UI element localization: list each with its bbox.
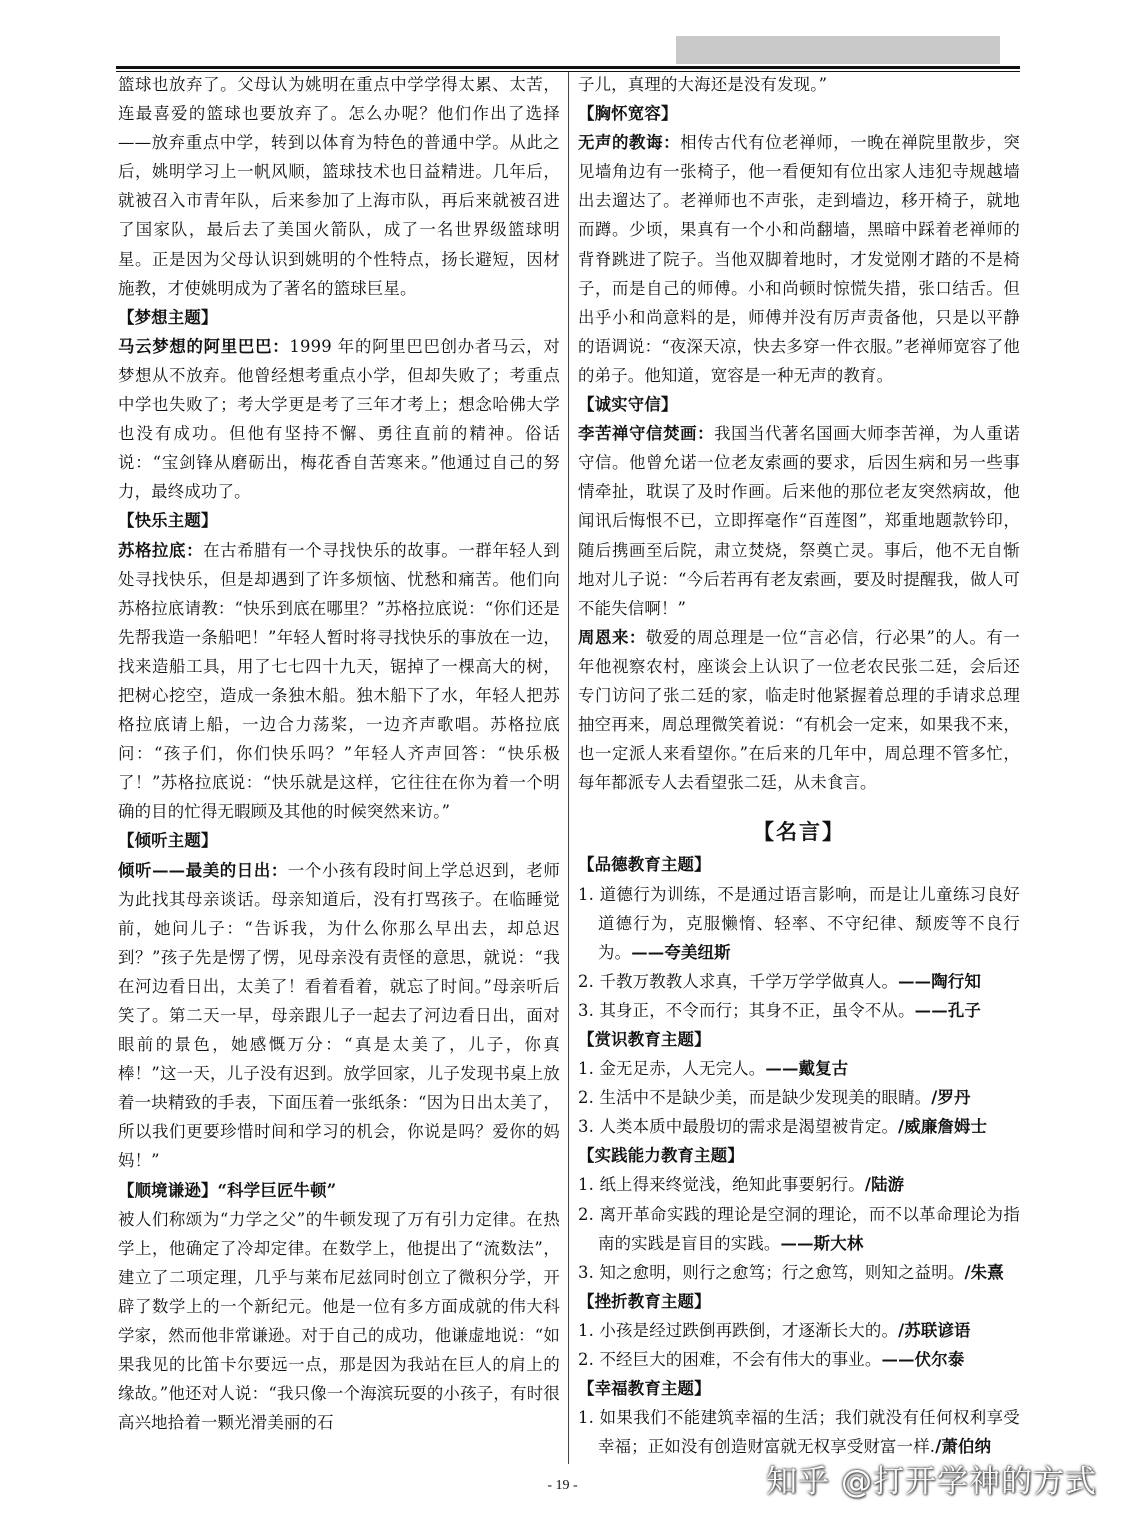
- quote-text: 1. 金无足赤，人无完人。: [578, 1059, 766, 1079]
- dream-heading: 【梦想主题】: [118, 307, 218, 327]
- quote-author: ——陶行知: [898, 971, 982, 991]
- dream-story-text: 1999 年的阿里巴巴创办者马云，对梦想从不放弃。他曾经想考重点小学，但却失败了；考重点中学也失败了；考大学更是考了三年才考上；想念哈佛大学也没有成功。但他有坚持不懈、勇往直前的精神。俗话说：“宝剑锋从磨砺出，梅花香自苦寒来。”他通过自己的努力，最终成功了。: [118, 336, 561, 502]
- broad-story-title: 无声的教诲：: [578, 133, 681, 153]
- honest-story-title: 李苦禅守信焚画：: [578, 424, 715, 444]
- quote-author: ——斯大林: [780, 1233, 864, 1253]
- quote-text: 2. 离开革命实践的理论是空洞的理论，而不以革命理论为指南的实践是盲目的实践。: [578, 1204, 1020, 1253]
- quote-text: 3. 人类本质中最殷切的需求是渴望被肯定。: [578, 1117, 899, 1137]
- quote-author: /陆游: [864, 1175, 905, 1195]
- left-column: [118, 70, 560, 1437]
- newton-continuation: 子儿，真理的大海还是没有发现。”: [578, 75, 828, 94]
- header-gray-box: [676, 36, 1000, 64]
- quote-author: /萧伯纳: [935, 1437, 992, 1457]
- quote-item: [578, 1112, 1020, 1141]
- happy-story-text: 在古希腊有一个寻找快乐的故事。一群年轻人到处寻找快乐，但是却遇到了许多烦恼、忧愁和痛苦。他们向苏格拉底请教：“快乐到底在哪里？”苏格拉底说：“你们还是先帮我造一条船吧！”年轻人暂时将寻找快乐的事放在一边，找来造船工具，用了七七四十九天，锯掉了一棵高大的树，把树心挖空，造成一条独木船。独木船下了水，年轻人把苏格拉底请上船，一边合力荡桨，一边齐声歌唱。苏格拉底问：“孩子们，你们快乐吗？”年轻人齐声回答：“快乐极了！”苏格拉底说：“快乐就是这样，它往往在你为着一个明确的目的忙得无暇顾及其他的时候突然来访。”: [118, 540, 561, 822]
- honest-story-text: 我国当代著名国画大师李苦禅，为人重诺守信。他曾允诺一位老友索画的要求，后因生病和另一些事情牵扯，耽误了及时作画。后来他的那位老友突然病故，他闻讯后悔恨不已，立即挥毫作“百莲图”，郑重地题款钤印，随后携画至后院，肃立焚烧，祭奠亡灵。事后，他不无自惭地对儿子说：“今后若再有老友索画，要及时提醒我，做人可不能失信啊！”: [578, 424, 1020, 618]
- dream-paragraph: [118, 332, 560, 507]
- quote-item: [578, 1403, 1020, 1461]
- quote-text: 2. 千教万教教人求真，千学万学学做真人。: [578, 971, 899, 991]
- quote-text: 2. 生活中不是缺少美，而是缺少发现美的眼睛。: [578, 1088, 932, 1108]
- quote-item: [578, 1054, 1020, 1083]
- quote-author: ——戴复古: [765, 1059, 849, 1079]
- moral-heading: 【品德教育主题】: [578, 855, 711, 875]
- column-divider: [568, 72, 569, 1464]
- quote-author: ——孔子: [914, 1000, 982, 1020]
- practice-heading: 【实践能力教育主题】: [578, 1146, 744, 1166]
- quote-author: /罗丹: [931, 1088, 971, 1108]
- quote-item: [578, 996, 1020, 1025]
- quote-item: [578, 1200, 1020, 1258]
- humble-heading: 【顺境谦逊】“科学巨匠牛顿”: [118, 1180, 337, 1200]
- listen-paragraph: [118, 856, 560, 1176]
- quote-item: [578, 1258, 1020, 1287]
- right-column: [578, 70, 1020, 1461]
- dream-story-title: 马云梦想的阿里巴巴：: [118, 336, 290, 356]
- quote-item: [578, 1345, 1020, 1374]
- broad-paragraph: [578, 128, 1020, 390]
- broad-story-text: 相传古代有位老禅师，一晚在禅院里散步，突见墙角边有一张椅子，他一看便知有位出家人违犯寺规越墙出去遛达了。老禅师也不声张，走到墙边，移开椅子，就地而蹲。少顷，果真有一个小和尚翻墙，黑暗中踩着老禅师的背脊跳进了院子。当他双脚着地时，才发觉刚才踏的不是椅子，而是自己的师傅。小和尚顿时惊慌失措，张口结舌。但出乎小和尚意料的是，师傅并没有厉声责备他，只是以平静的语调说：“夜深天凉，快去多穿一件衣服。”老禅师宽容了他的弟子。他知道，宽容是一种无声的教育。: [578, 133, 1021, 385]
- quote-author: ——伏尔泰: [881, 1350, 965, 1370]
- listen-story-title: 倾听——最美的日出：: [118, 860, 288, 880]
- quote-item: [578, 880, 1020, 967]
- setback-heading: 【挫折教育主题】: [578, 1291, 711, 1311]
- quote-author: /威廉詹姆士: [898, 1117, 988, 1137]
- quote-text: 1. 道德行为训练，不是通过语言影响，而是让儿童练习良好道德行为，克服懒惰、轻率、不守纪律、颓废等不良行为。: [578, 884, 1020, 962]
- listen-story-text: 一个小孩有段时间上学总迟到，老师为此找其母亲谈话。母亲知道后，没有打骂孩子。在临睡觉前，她问儿子：“告诉我，为什么你那么早出去，却总迟到？”孩子先是愣了愣，见母亲没有责怪的意思，就说：“我在河边看日出，太美了！看着看着，就忘了时间。”母亲听后笑了。第二天一早，母亲跟儿子一起去了河边看日出，面对眼前的景色，她感慨万分：“真是太美了，儿子，你真棒！”这一天，儿子没有迟到。放学回家，儿子发现书桌上放着一块精致的手表，下面压着一张纸条：“因为日出太美了，所以我们更要珍惜时间和学习的机会，你说是吗？爱你的妈妈！”: [118, 860, 561, 1171]
- quote-author: /朱熹: [964, 1262, 1004, 1282]
- page-number: - 19 -: [547, 1478, 578, 1493]
- quote-text: 1. 纸上得来终觉浅，绝知此事要躬行。: [578, 1175, 865, 1195]
- quote-item: [578, 1170, 1020, 1199]
- happy-paragraph: [118, 536, 560, 827]
- quote-author: /苏联谚语: [898, 1320, 971, 1340]
- zhou-paragraph: [578, 623, 1020, 798]
- honest-heading: 【诚实守信】: [578, 395, 678, 415]
- quote-text: 3. 知之愈明，则行之愈笃；行之愈笃，则知之益明。: [578, 1262, 965, 1282]
- broad-heading: 【胸怀宽容】: [578, 104, 678, 124]
- quote-text: 2. 不经巨大的困难，不会有伟大的事业。: [578, 1350, 882, 1370]
- quote-item: [578, 967, 1020, 996]
- happy-heading: 【快乐主题】: [118, 511, 218, 531]
- appreciate-heading: 【赏识教育主题】: [578, 1030, 711, 1049]
- zhou-story-text: 敬爱的周总理是一位“言必信，行必果”的人。有一年他视察农村，座谈会上认识了一位老农民张二廷，会后还专门访问了张二廷的家，临走时他紧握着总理的手请求总理抽空再来，周总理微笑着说：“有机会一定来，如果我不来，也一定派人来看望你。”在后来的几年中，周总理不管多忙，每年都派专人去看望张二廷，从未食言。: [578, 627, 1020, 793]
- quote-text: 3. 其身正，不令而行；其身不正，虽令不从。: [578, 1000, 915, 1020]
- quote-item: [578, 1083, 1020, 1112]
- humble-paragraph: 被人们称颂为“力学之父”的牛顿发现了万有引力定律。在热学上，他确定了冷却定律。在数学上，他提出了“流数法”，建立了二项定理，几乎与莱布尼兹同时创立了微积分学，开辟了数学上的一个新纪元。他是一位有多方面成就的伟大科学家，然而他非常谦逊。对于自己的成功，他谦虚地说：“如果我见的比笛卡尔要远一点，那是因为我站在巨人的肩上的缘故。”他还对人说：“我只像一个海滨玩耍的小孩子，有时很高兴地拾着一颗光滑美丽的石: [118, 1209, 560, 1433]
- header-rule-thick: [116, 66, 1020, 69]
- yao-ming-paragraph: 篮球也放弃了。父母认为姚明在重点中学学得太累、太苦，连最喜爱的篮球也要放弃了。怎么办呢？他们作出了选择——放弃重点中学，转到以体育为特色的普通中学。从此之后，姚明学习上一帆风顺，篮球技术也日益精进。几年后，就被召入市青年队，后来参加了上海市队，再后来就被召进了国家队，最后去了美国火箭队，成了一名世界级篮球明星。正是因为父母认识到姚明的个性特点，扬长避短，因材施教，才使姚明成为了著名的篮球巨星。: [118, 75, 560, 298]
- happy-story-title: 苏格拉底：: [118, 540, 204, 560]
- zhou-story-title: 周恩来：: [578, 627, 646, 647]
- listen-heading: 【倾听主题】: [118, 831, 218, 851]
- happiness-heading: 【幸福教育主题】: [578, 1379, 711, 1399]
- quotes-title: 【名言】: [753, 819, 845, 845]
- quote-text: 1. 小孩是经过跌倒再跌倒，才逐渐长大的。: [578, 1320, 899, 1340]
- honest-paragraph: [578, 419, 1020, 623]
- quote-author: ——夸美纽斯: [631, 942, 731, 962]
- quote-text: 1. 如果我们不能建筑幸福的生活；我们就没有任何权利享受幸福；正如没有创造财富就无权享受财富一样.: [578, 1408, 1020, 1457]
- quote-item: [578, 1316, 1020, 1345]
- zhihu-watermark: 知乎 @打开学神的方式: [766, 1464, 1097, 1500]
